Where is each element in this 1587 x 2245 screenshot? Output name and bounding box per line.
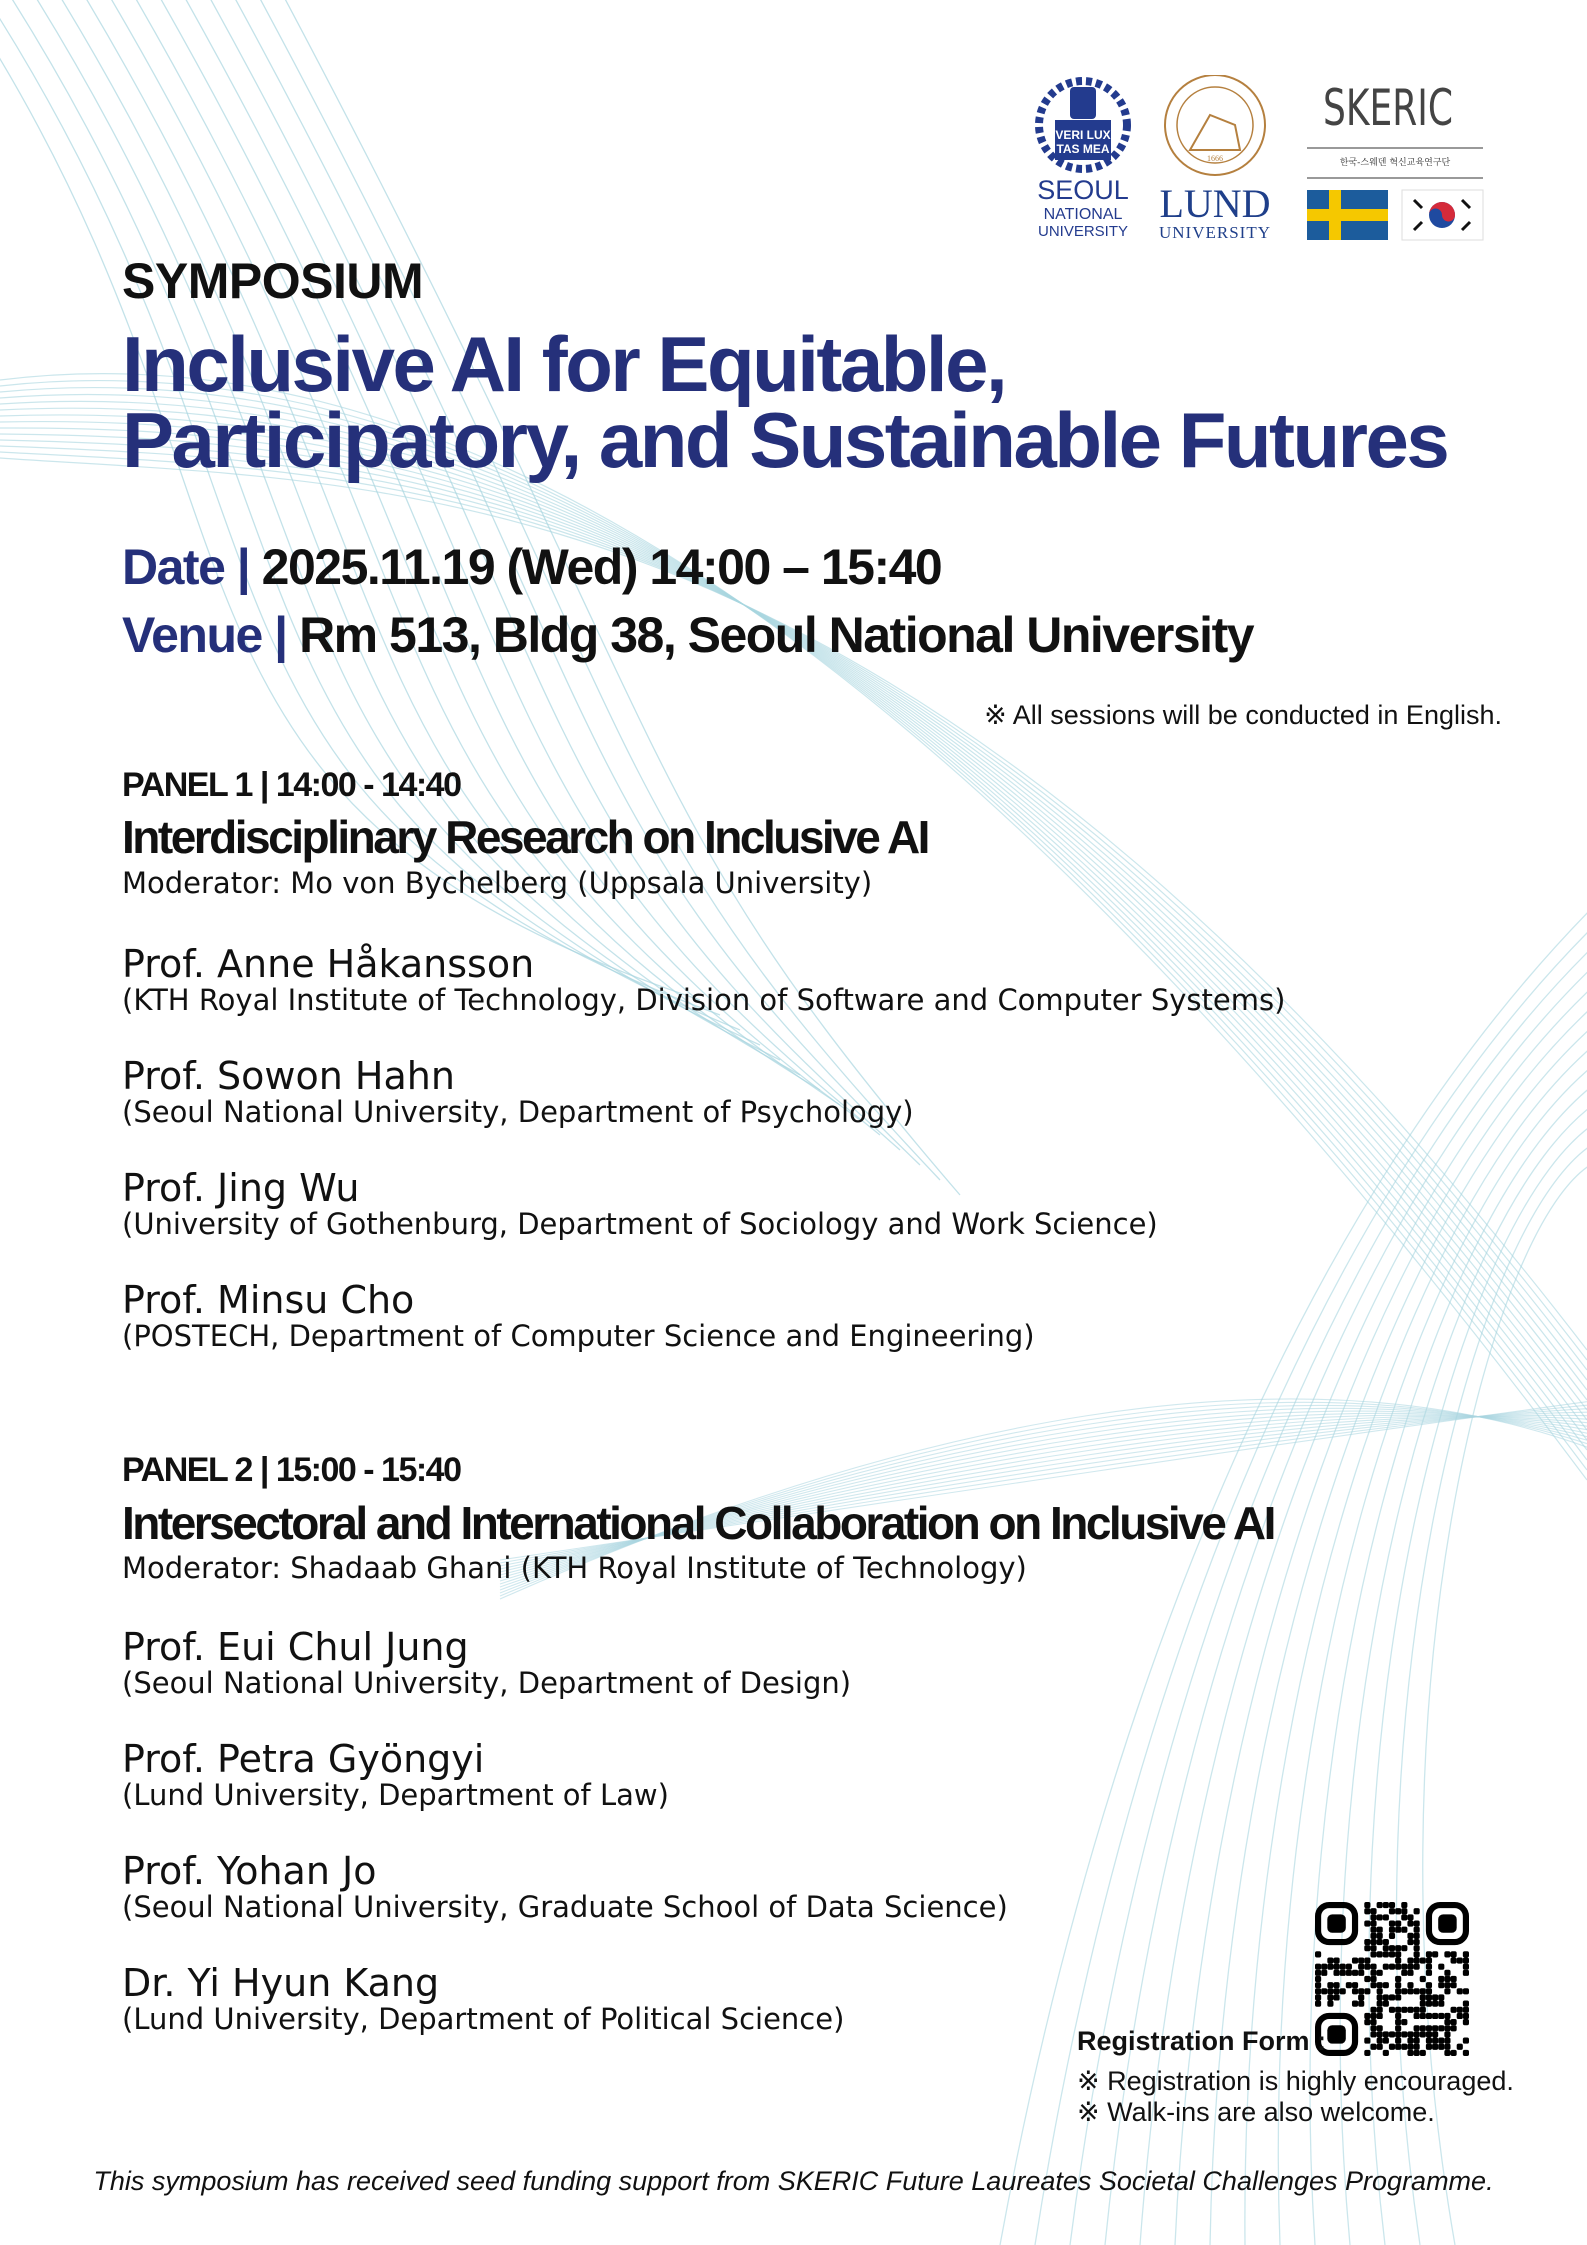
svg-text:VERI LUX: VERI LUX <box>1055 128 1111 142</box>
registration-qr-code[interactable] <box>1315 1902 1469 2056</box>
svg-text:한국-스웨덴 혁신교육연구단: 한국-스웨덴 혁신교육연구단 <box>1339 158 1451 168</box>
panel-time: PANEL 1 | 14:00 - 14:40 <box>122 766 461 804</box>
speaker-item <box>122 1851 1008 1923</box>
speaker-affiliation: (KTH Royal Institute of Technology, Division of Software and Computer Systems) <box>122 983 1286 1017</box>
title-line-2: Participatory, and Sustainable Futures <box>122 396 1448 484</box>
date-line <box>122 538 941 596</box>
speaker-item <box>122 1168 1158 1240</box>
snu-logo <box>1037 81 1129 240</box>
svg-text:TAS MEA: TAS MEA <box>1056 142 1110 156</box>
date-label: Date | <box>122 539 262 595</box>
speaker-name: Prof. Petra Gyöngyi <box>122 1737 485 1781</box>
speaker-item <box>122 1280 1035 1352</box>
funding-footer: This symposium has received seed funding support from SKERIC Future Laureates Societal Challenges Programme. <box>93 2166 1494 2196</box>
speaker-affiliation: (Lund University, Department of Political Science) <box>122 2002 845 2036</box>
speaker-item <box>122 1627 851 1699</box>
panel-moderator: Moderator: Mo von Bychelberg (Uppsala University) <box>122 866 873 900</box>
svg-text:LUND: LUND <box>1159 181 1271 226</box>
speaker-affiliation: (Seoul National University, Graduate School of Data Science) <box>122 1890 1008 1924</box>
speaker-affiliation: (Lund University, Department of Law) <box>122 1778 669 1812</box>
language-note: ※ All sessions will be conducted in English. <box>984 700 1502 730</box>
panel-moderator: Moderator: Shadaab Ghani (KTH Royal Institute of Technology) <box>122 1551 1027 1585</box>
kicker: SYMPOSIUM <box>122 253 424 309</box>
svg-text:UNIVERSITY: UNIVERSITY <box>1037 223 1129 240</box>
speaker-item <box>122 1056 914 1128</box>
speaker-name: Prof. Jing Wu <box>122 1166 360 1210</box>
speaker-item <box>122 944 1285 1016</box>
lund-logo <box>1159 75 1271 242</box>
venue-value: Rm 513, Bldg 38, Seoul National University <box>299 607 1254 663</box>
speaker-name: Dr. Yi Hyun Kang <box>122 1961 440 2005</box>
speaker-item <box>122 1963 844 2035</box>
svg-text:UNIVERSITY: UNIVERSITY <box>1159 223 1271 242</box>
svg-text:SEOUL: SEOUL <box>1037 175 1129 205</box>
speaker-item <box>122 1739 669 1811</box>
panel-title: Interdisciplinary Research on Inclusive AI <box>122 811 928 863</box>
speaker-affiliation: (POSTECH, Department of Computer Science and Engineering) <box>122 1319 1035 1353</box>
venue-label: Venue | <box>122 607 300 663</box>
speaker-name: Prof. Yohan Jo <box>122 1849 377 1893</box>
title-line-1: Inclusive AI for Equitable, <box>122 320 1006 408</box>
speaker-name: Prof. Eui Chul Jung <box>122 1625 469 1669</box>
registration-label: Registration Form : <box>1077 2026 1327 2056</box>
svg-text:1666: 1666 <box>1207 154 1223 163</box>
speaker-affiliation: (University of Gothenburg, Department of Sociology and Work Science) <box>122 1207 1158 1241</box>
registration-note: ※ Registration is highly encouraged. <box>1077 2066 1514 2096</box>
skeric-logo <box>1307 79 1483 240</box>
speaker-affiliation: (Seoul National University, Department of Design) <box>122 1666 852 1700</box>
walkin-note: ※ Walk-ins are also welcome. <box>1077 2097 1435 2127</box>
speaker-affiliation: (Seoul National University, Department of Psychology) <box>122 1095 914 1129</box>
panel-time: PANEL 2 | 15:00 - 15:40 <box>122 1451 461 1489</box>
panel-title: Intersectoral and International Collaboration on Inclusive AI <box>122 1497 1274 1549</box>
page-title <box>122 320 1448 484</box>
partner-logos <box>1030 75 1490 250</box>
speaker-name: Prof. Sowon Hahn <box>122 1054 455 1098</box>
speaker-name: Prof. Anne Håkansson <box>122 942 535 986</box>
svg-text:SKERIC: SKERIC <box>1323 79 1453 137</box>
venue-line <box>122 606 1253 664</box>
sweden-flag <box>1307 190 1388 240</box>
korea-flag <box>1402 190 1483 240</box>
date-value: 2025.11.19 (Wed) 14:00 – 15:40 <box>261 539 942 595</box>
speaker-name: Prof. Minsu Cho <box>122 1278 415 1322</box>
svg-text:NATIONAL: NATIONAL <box>1043 206 1123 223</box>
